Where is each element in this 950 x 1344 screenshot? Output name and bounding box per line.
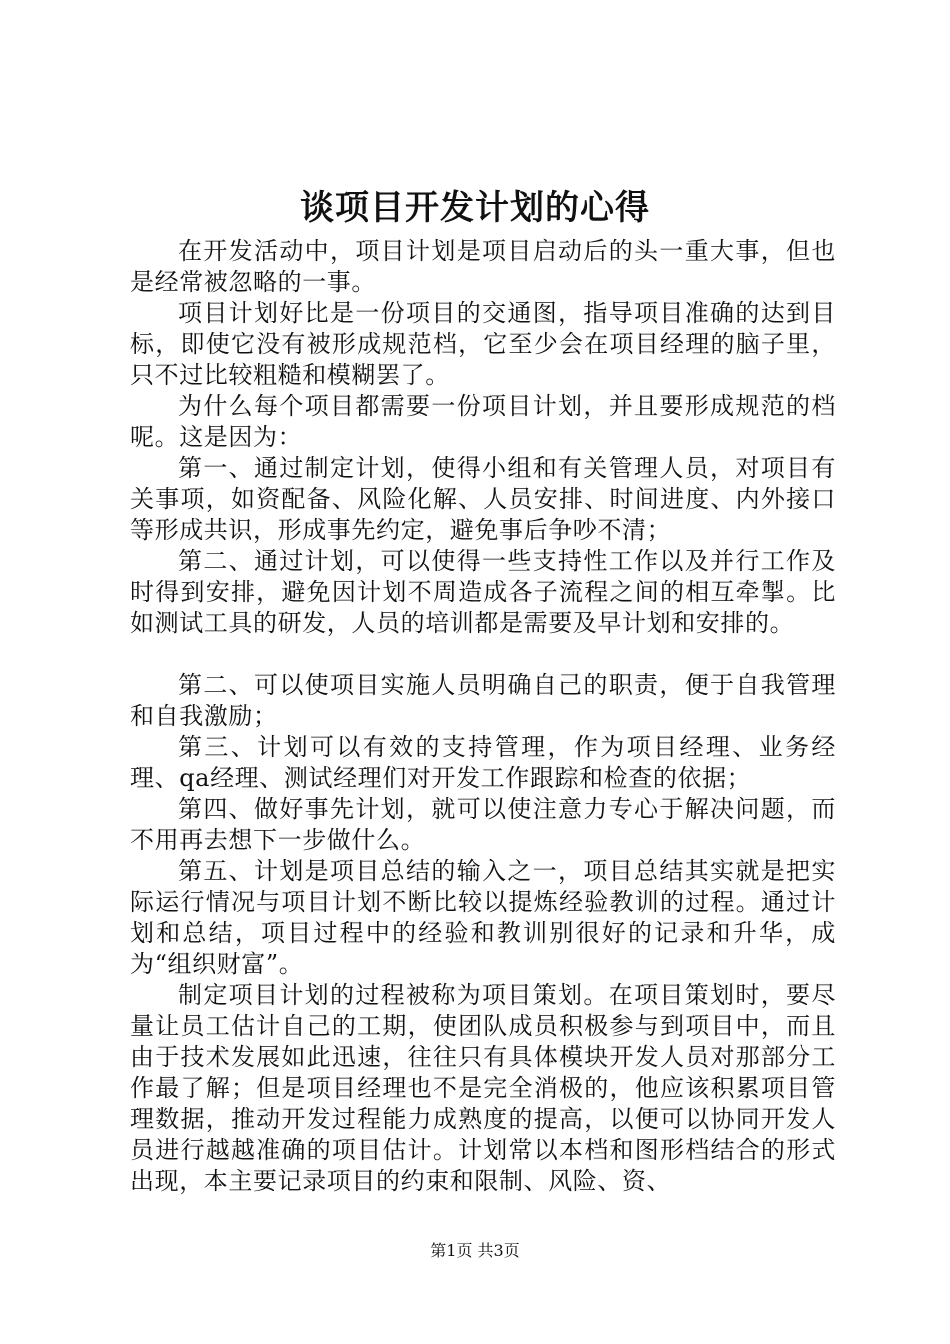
paragraph-reason-3: 第三、计划可以有效的支持管理，作为项目经理、业务经理、qa经理、测试经理们对开发工作跟踪和检查的依据； <box>130 733 836 792</box>
paragraph-reason-2b: 第二、可以使项目实施人员明确自己的职责，便于自我管理和自我激励； <box>130 671 836 730</box>
paragraph-why: 为什么每个项目都需要一份项目计划，并且要形成规范的档呢。这是因为： <box>130 392 836 451</box>
paragraph-reason-2: 第二、通过计划，可以使得一些支持性工作以及并行工作及时得到安排，避免因计划不周造成各子流程之间的相互牵掣。比如测试工具的研发，人员的培训都是需要及早计划和安排的。 <box>130 547 836 637</box>
document-title: 谈项目开发计划的心得 <box>300 188 650 228</box>
paragraph-reason-1: 第一、通过制定计划，使得小组和有关管理人员，对项目有关事项，如资配备、风险化解、人员安排、时间进度、内外接口等形成共识，形成事先约定，避免事后争吵不清； <box>130 454 836 544</box>
page-number-footer: 第1页 共3页 <box>430 1241 520 1260</box>
paragraph-reason-4: 第四、做好事先计划，就可以使注意力专心于解决问题，而不用再去想下一步做什么。 <box>130 795 836 854</box>
paragraph-planning: 制定项目计划的过程被称为项目策划。在项目策划时，要尽量让员工估计自己的工期，使团队成员积极参与到项目中，而且由于技术发展如此迅速，往往只有具体模块开发人员对那部分工作最了解；但是项目经理也不是完全消极的，他应该积累项目管理数据，推动开发过程能力成熟度的提高，以便可以协同开发人员进行越越准确的项目估计。计划常以本档和图形档结合的形式出现，本主要记录项目的约束和限制、风险、资、 <box>130 981 836 1195</box>
document-body <box>130 236 836 1197</box>
paragraph-intro: 在开发活动中，项目计划是项目启动后的头一重大事，但也是经常被忽略的一事。 <box>130 237 836 296</box>
paragraph-reason-5: 第五、计划是项目总结的输入之一，项目总结其实就是把实际运行情况与项目计划不断比较以提炼经验教训的过程。通过计划和总结，项目过程中的经验和教训别很好的记录和升华，成为“组织财富”。 <box>130 857 836 978</box>
paragraph-roadmap: 项目计划好比是一份项目的交通图，指导项目准确的达到目标，即使它没有被形成规范档，它至少会在项目经理的脑子里，只不过比较粗糙和模糊罢了。 <box>130 299 836 389</box>
